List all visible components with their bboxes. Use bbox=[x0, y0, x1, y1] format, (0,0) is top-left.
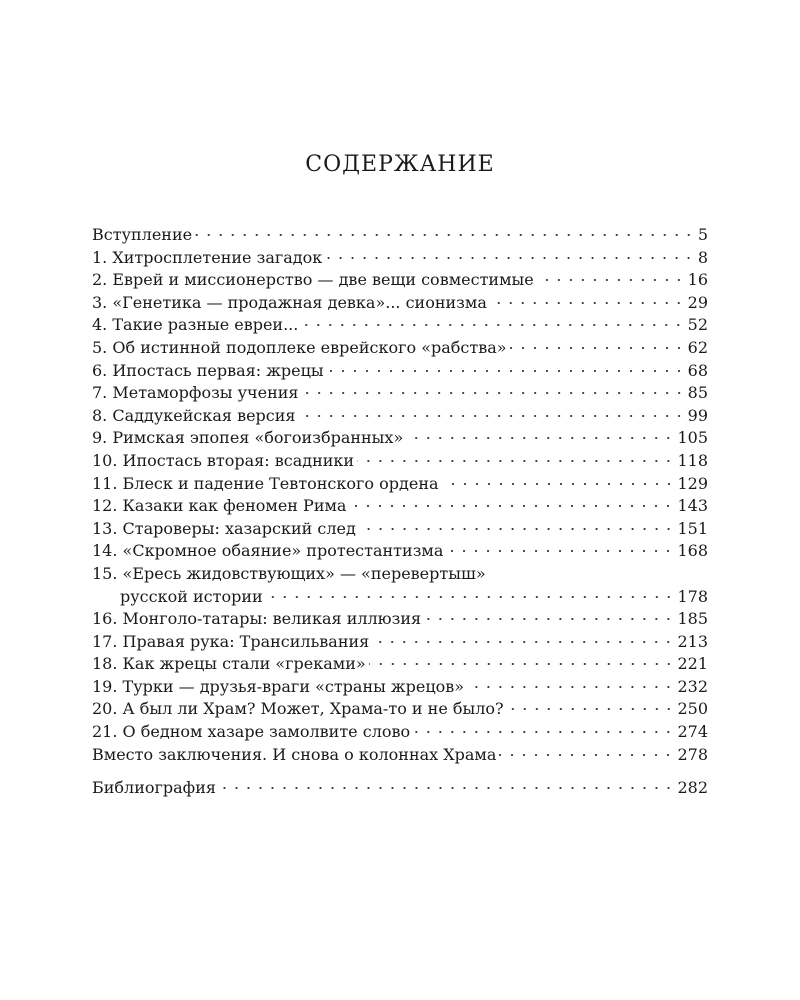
toc-leader-dots bbox=[299, 415, 685, 417]
toc-leader-dots bbox=[467, 686, 674, 688]
toc-entry-4 bbox=[92, 314, 708, 337]
toc-entry-intro bbox=[92, 224, 708, 247]
toc-entry-page: 105 bbox=[677, 428, 708, 448]
toc-entry-14 bbox=[92, 540, 708, 563]
table-of-contents bbox=[92, 224, 708, 800]
toc-entry-label: 5. Об истинной подоплеке еврейского «рабства» bbox=[92, 337, 507, 357]
toc-entry-17 bbox=[92, 631, 708, 654]
toc-entry-label: 21. О бедном хазаре замолвите слово bbox=[92, 722, 411, 742]
toc-entry-conclusion bbox=[92, 744, 708, 767]
toc-entry-page: 278 bbox=[677, 744, 708, 764]
toc-entry-7 bbox=[92, 382, 708, 405]
toc-entry-label: 2. Еврей и миссионерство — две вещи совместимые bbox=[92, 270, 534, 290]
toc-entry-page: 68 bbox=[687, 360, 708, 380]
toc-entry-label: 20. А был ли Храм? Может, Храма-то и не было? bbox=[92, 699, 504, 719]
toc-entry-page: 62 bbox=[687, 337, 708, 357]
toc-entry-label: 19. Турки — друзья-враги «страны жрецов» bbox=[92, 676, 465, 696]
toc-entry-page: 99 bbox=[687, 405, 708, 425]
toc-entry-9 bbox=[92, 427, 708, 450]
toc-entry-page: 168 bbox=[677, 541, 708, 561]
toc-entry-page: 213 bbox=[677, 631, 708, 651]
toc-entry-label: 11. Блеск и падение Тевтонского ордена bbox=[92, 473, 439, 493]
toc-entry-page: 129 bbox=[677, 473, 708, 493]
toc-entry-1 bbox=[92, 247, 708, 270]
toc-entry-label: 18. Как жрецы стали «греками» bbox=[92, 654, 366, 674]
toc-entry-10 bbox=[92, 450, 708, 473]
toc-entry-page: 282 bbox=[677, 778, 708, 798]
toc-entry-15-line-2 bbox=[92, 586, 708, 609]
toc-entry-page: 250 bbox=[677, 699, 708, 719]
toc-entry-label: 17. Правая рука: Трансильвания bbox=[92, 631, 370, 651]
toc-entry-page: 85 bbox=[687, 383, 708, 403]
toc-spacer bbox=[92, 766, 708, 777]
toc-leader-dots bbox=[442, 483, 675, 485]
toc-leader-dots bbox=[301, 324, 684, 326]
toc-entry-page: 8 bbox=[697, 247, 708, 267]
toc-leader-dots bbox=[195, 234, 695, 236]
toc-entry-page: 151 bbox=[677, 518, 708, 538]
toc-entry-page: 178 bbox=[677, 586, 708, 606]
toc-leader-dots bbox=[490, 302, 685, 304]
toc-entry-label: 7. Метаморфозы учения bbox=[92, 383, 299, 403]
toc-entry-label: 6. Ипостась первая: жрецы bbox=[92, 360, 324, 380]
toc-entry-2 bbox=[92, 269, 708, 292]
toc-entry-label: 12. Казаки как феномен Рима bbox=[92, 496, 347, 516]
toc-entry-label: 13. Староверы: хазарский след bbox=[92, 518, 356, 538]
toc-entry-8 bbox=[92, 405, 708, 428]
toc-leader-dots bbox=[372, 641, 674, 643]
toc-entry-label: 10. Ипостась вторая: всадники bbox=[92, 450, 355, 470]
toc-leader-dots bbox=[349, 505, 674, 507]
toc-entry-page: 118 bbox=[677, 450, 708, 470]
toc-entry-3 bbox=[92, 292, 708, 315]
toc-leader-dots bbox=[413, 731, 674, 733]
toc-entry-page: 29 bbox=[687, 292, 708, 312]
toc-entry-page: 52 bbox=[687, 315, 708, 335]
toc-leader-dots bbox=[369, 663, 675, 665]
toc-entry-label: 3. «Генетика — продажная девка»... сионизма bbox=[92, 292, 487, 312]
toc-leader-dots bbox=[359, 528, 675, 530]
toc-entry-label-continuation: русской истории bbox=[120, 586, 263, 606]
toc-entry-label: Библиография bbox=[92, 778, 216, 798]
toc-entry-6 bbox=[92, 360, 708, 383]
toc-entry-page: 5 bbox=[697, 225, 708, 244]
toc-entry-page: 16 bbox=[687, 270, 708, 290]
toc-entry-label: 1. Хитросплетение загадок bbox=[92, 247, 323, 267]
toc-entry-label: Вступление bbox=[92, 225, 193, 244]
toc-leader-dots bbox=[446, 550, 674, 552]
toc-entry-page: 185 bbox=[677, 609, 708, 629]
toc-entry-21 bbox=[92, 721, 708, 744]
toc-leader-dots bbox=[424, 618, 674, 620]
toc-entry-label: 8. Саддукейская версия bbox=[92, 405, 296, 425]
toc-leader-dots bbox=[325, 257, 695, 259]
toc-entry-label: 16. Монголо-татары: великая иллюзия bbox=[92, 609, 422, 629]
toc-leader-dots bbox=[302, 392, 685, 394]
toc-entry-20 bbox=[92, 698, 708, 721]
toc-entry-19 bbox=[92, 676, 708, 699]
toc-leader-dots bbox=[266, 596, 675, 598]
toc-leader-dots bbox=[510, 347, 685, 349]
toc-entry-5 bbox=[92, 337, 708, 360]
toc-entry-12 bbox=[92, 495, 708, 518]
toc-entry-label: 15. «Ересь жидовствующих» — «перевертыш» bbox=[92, 563, 486, 583]
toc-leader-dots bbox=[357, 460, 674, 462]
toc-leader-dots bbox=[537, 279, 685, 281]
toc-entry-18 bbox=[92, 653, 708, 676]
toc-leader-dots bbox=[219, 787, 674, 789]
toc-entry-label: 9. Римская эпопея «богоизбранных» bbox=[92, 428, 404, 448]
toc-entry-13 bbox=[92, 518, 708, 541]
toc-leader-dots bbox=[327, 370, 685, 372]
toc-leader-dots bbox=[507, 708, 675, 710]
toc-entry-page: 143 bbox=[677, 496, 708, 516]
toc-leader-dots bbox=[406, 437, 674, 439]
toc-entry-15-line-1 bbox=[92, 563, 708, 586]
page-title: СОДЕРЖАНИЕ bbox=[305, 152, 495, 177]
toc-entry-label: 14. «Скромное обаяние» протестантизма bbox=[92, 541, 444, 561]
toc-entry-page: 232 bbox=[677, 676, 708, 696]
toc-entry-page: 274 bbox=[677, 722, 708, 742]
toc-entry-page: 221 bbox=[677, 654, 708, 674]
toc-entry-16 bbox=[92, 608, 708, 631]
toc-leader-dots bbox=[499, 754, 674, 756]
toc-entry-11 bbox=[92, 473, 708, 496]
toc-entry-label: Вместо заключения. И снова о колоннах Храма bbox=[92, 744, 497, 764]
toc-entry-label: 4. Такие разные евреи... bbox=[92, 315, 299, 335]
toc-entry-bibliography bbox=[92, 777, 708, 800]
